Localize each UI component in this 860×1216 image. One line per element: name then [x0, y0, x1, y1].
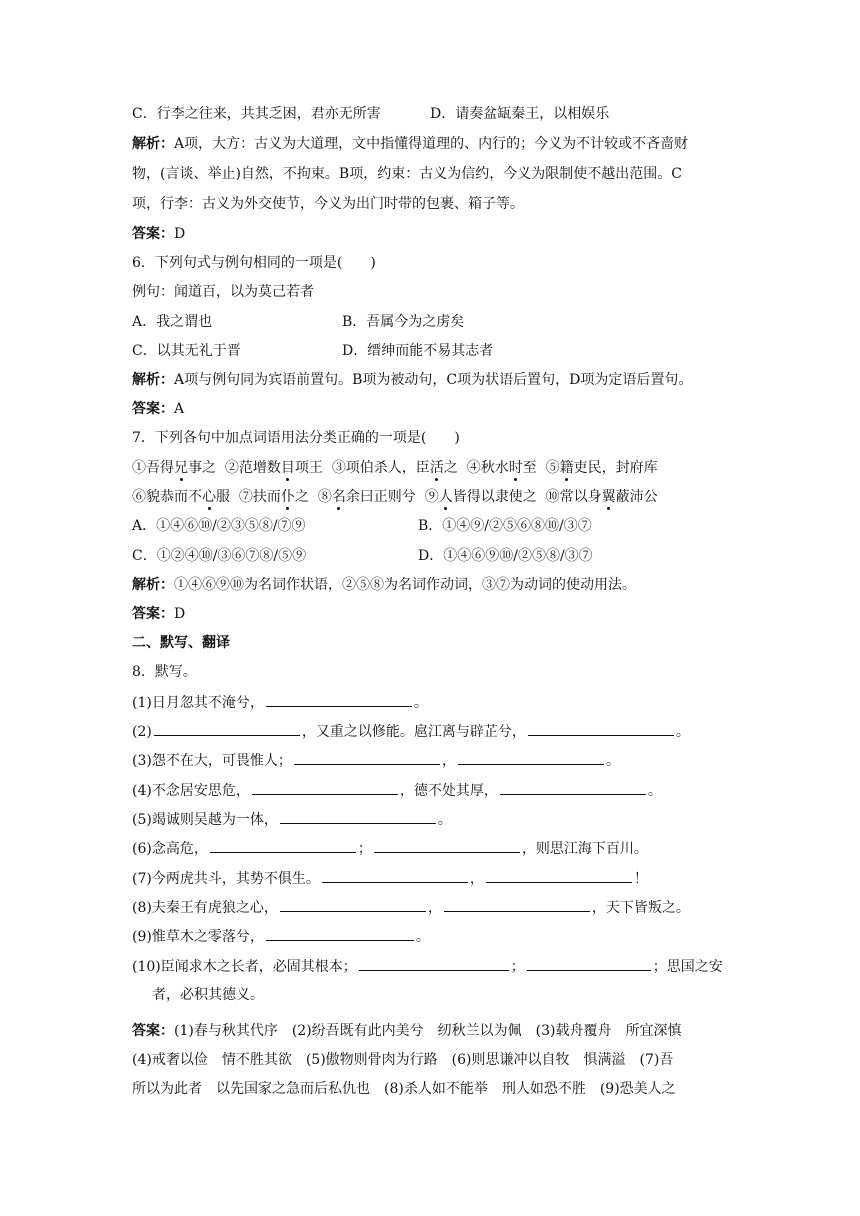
dotted-word: 兄 [174, 460, 188, 476]
q8-item-2: (2) ，又重之以修能。扈江离与辟芷兮， 。 [132, 721, 690, 742]
q6-option-c: C．以其无礼于晋 [132, 343, 241, 359]
q7-sentence: ③项伯杀人，臣活之 [331, 460, 458, 476]
q5-option-c: C．行李之往来，共其乏困，君亦无所害 [132, 106, 381, 122]
q7-sentence: ②范增数目项王 [224, 460, 323, 476]
answer-label: 答案： [132, 1023, 174, 1039]
q8-item-4: (4)不念居安思危， ，德不处其厚， 。 [132, 780, 662, 801]
q6-option-a: A．我之谓也 [132, 314, 213, 330]
answer-blank [500, 780, 646, 795]
answer-blank [374, 838, 520, 853]
q7-sentence: ⑧名余曰正则兮 [317, 489, 416, 505]
q7-stem: 7．下列各句中加点词语用法分类正确的一项是( ) [132, 430, 460, 446]
answer-blank [266, 926, 414, 941]
answer-blank [210, 838, 356, 853]
q7-option-a: A．①④⑥⑩/②③⑤⑧/⑦⑨ [132, 518, 306, 534]
dotted-word: 时 [508, 460, 523, 476]
analysis-label: 解析： [132, 136, 174, 152]
q5-option-d: D．请奏盆缻秦王，以相娱乐 [430, 106, 610, 122]
q6-option-d: D．缙绅而能不易其志者 [342, 343, 494, 359]
answer-blank [266, 692, 412, 707]
answer-blank [280, 809, 436, 824]
q6-option-b: B．吾属今为之虏矣 [342, 314, 465, 330]
answer-blank [252, 780, 398, 795]
q7-option-d: D．①④⑥⑨⑩/②⑤⑧/③⑦ [418, 548, 593, 564]
dotted-word: 人 [438, 489, 453, 505]
q5-options-cd [132, 104, 610, 124]
answer-value: D [174, 226, 186, 242]
q8-answer-line1: 答案：(1)春与秋其代序 (2)纷吾既有此内美兮 纫秋兰以为佩 (3)载舟覆舟 所宜深慎 [132, 1023, 682, 1039]
q5-analysis-line3: 项，行李：古义为外交使节，今义为出门时带的包裹、箱子等。 [132, 196, 524, 212]
q8-answer-line2: (4)戒奢以俭 情不胜其欲 (5)傲物则骨肉为行路 (6)则思谦冲以自牧 惧满溢 (7)吾 [132, 1052, 674, 1068]
section-heading: 二、默写、翻译 [132, 635, 230, 651]
answer-blank [528, 721, 674, 736]
answer-blank [154, 721, 300, 736]
q7-sentence: ①吾得兄事之 [132, 460, 216, 476]
dotted-word: 心 [202, 489, 216, 505]
answer-value: D [174, 606, 186, 622]
answer-blank [527, 956, 651, 971]
q7-sentences-row2 [132, 487, 658, 507]
answer-blank [322, 868, 468, 883]
answer-label: 答案： [132, 226, 174, 242]
q8-item-6: (6)念高危， ； ，则思江海下百川。 [132, 838, 648, 859]
q7-options-ab [132, 516, 592, 536]
q6-options-cd [132, 341, 494, 361]
q6-answer [132, 399, 184, 419]
q5-analysis-line1: 解析：A项，大方：古义为大道理，文中指懂得道理的、内行的；今义为不计较或不吝啬财 [132, 136, 689, 152]
q8-item-10-cont: 者，必积其德义。 [152, 987, 264, 1003]
q7-option-b: B．①④⑨/②⑤⑥⑧⑩/③⑦ [418, 518, 592, 534]
q7-sentence: ⑦扶而仆之 [238, 489, 309, 505]
q7-options-cd [132, 546, 593, 566]
q7-sentence: ⑥貌恭而不心服 [132, 489, 230, 505]
answer-blank [359, 956, 509, 971]
dotted-word: 籍 [559, 460, 574, 476]
q8-item-5: (5)竭诚则吴越为一体， 。 [132, 809, 452, 830]
q8-item-1: (1)日月忽其不淹兮， 。 [132, 692, 428, 713]
answer-value: A [174, 401, 185, 417]
dotted-word: 仆 [280, 489, 295, 505]
analysis-label: 解析： [132, 577, 174, 593]
dotted-word: 名 [331, 489, 346, 505]
dotted-word: 活 [429, 460, 444, 476]
q8-item-8: (8)夫秦王有虎狼之心， ， ，天下皆叛之。 [132, 897, 690, 918]
q7-analysis: 解析：①④⑥⑨⑩为名词作状语，②⑤⑧为名词作动词，③⑦为动词的使动用法。 [132, 577, 636, 593]
q6-example: 例句：闻道百，以为莫己若者 [132, 284, 314, 300]
q7-sentence: ⑩常以身翼蔽沛公 [545, 489, 658, 505]
q8-item-7: (7)今两虎共斗，其势不俱生。 ， ！ [132, 868, 648, 889]
q6-stem: 6．下列句式与例句相同的一项是( ) [132, 255, 376, 271]
q7-sentences-row1 [132, 458, 658, 478]
answer-label: 答案： [132, 606, 174, 622]
q5-answer [132, 224, 185, 244]
q8-stem: 8．默写。 [132, 664, 197, 680]
q8-answer-line3: 所以为此者 以先国家之急而后私仇也 (8)杀人如不能举 刑人如恐不胜 (9)恐美人之 [132, 1081, 676, 1097]
dotted-word: 目 [280, 460, 295, 476]
q7-answer [132, 604, 185, 624]
q7-option-c: C．①②④⑩/③⑥⑦⑧/⑤⑨ [132, 548, 307, 564]
q7-sentence: ⑤籍吏民，封府库 [545, 460, 658, 476]
analysis-label: 解析： [132, 372, 174, 388]
q6-analysis: 解析：A项与例句同为宾语前置句。B项为被动句，C项为状语后置句，D项为定语后置句。 [132, 372, 693, 388]
answer-label: 答案： [132, 401, 174, 417]
q8-item-9: (9)惟草木之零落兮， 。 [132, 926, 430, 947]
q7-sentence: ④秋水时至 [466, 460, 537, 476]
answer-blank [458, 750, 604, 765]
answer-blank [280, 897, 426, 912]
q7-sentence: ⑨人皆得以隶使之 [424, 489, 537, 505]
answer-blank [444, 897, 590, 912]
q8-item-10: (10)臣闻求木之长者，必固其根本； ； ；思国之安 [132, 956, 723, 977]
answer-blank [486, 868, 632, 883]
dotted-word: 翼 [601, 489, 616, 505]
q8-item-3: (3)怨不在大，可畏惟人； ， 。 [132, 750, 620, 771]
q5-analysis-line2: 物，(言谈、举止)自然，不拘束。B项，约束：古义为信约，今义为限制使不越出范围。C [132, 166, 682, 182]
answer-blank [294, 750, 440, 765]
q6-options-ab [132, 312, 465, 332]
